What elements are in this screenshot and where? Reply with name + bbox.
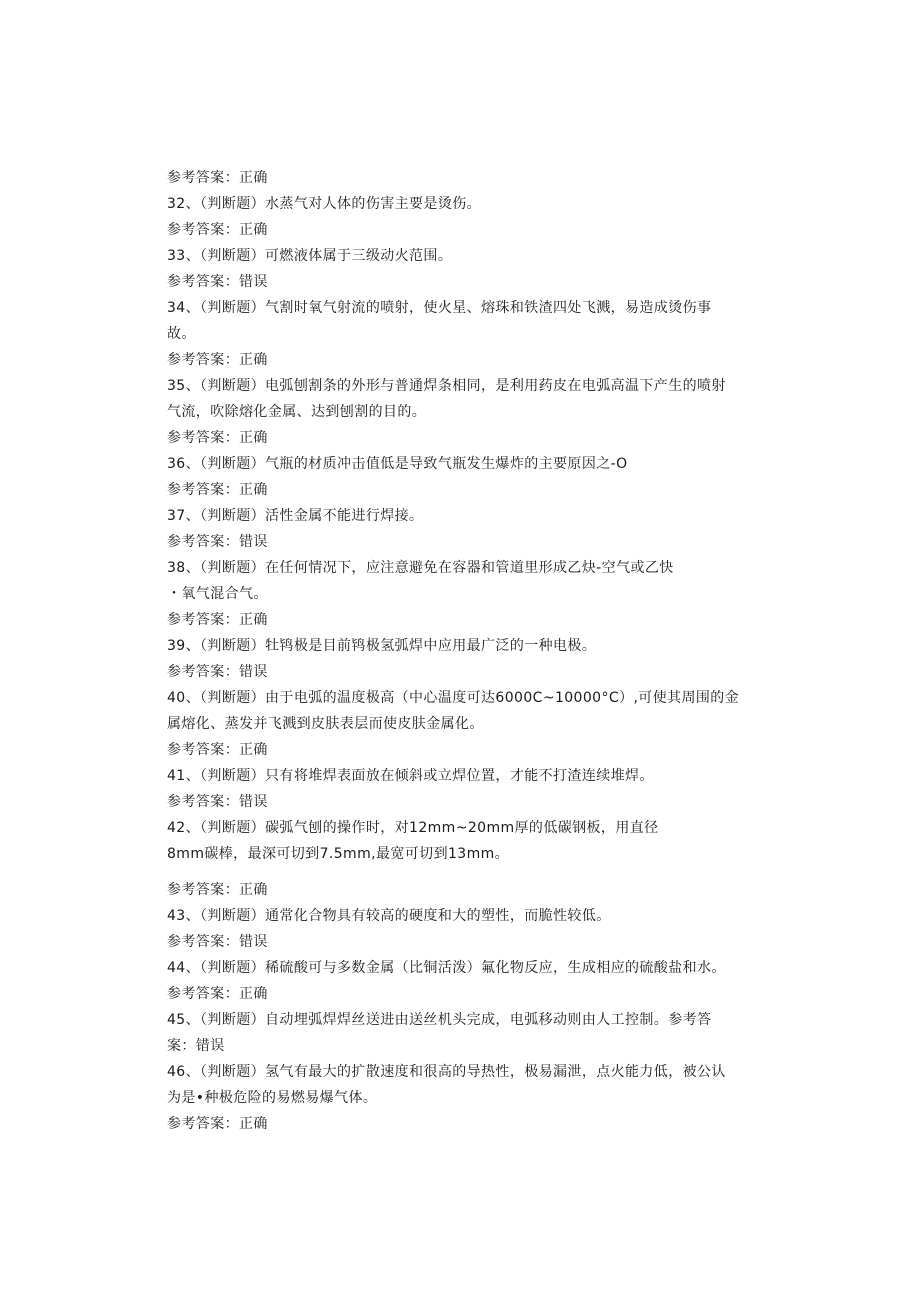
question-line: 38、（判断题）在任何情况下，应注意避免在容器和管道里形成乙炔-空气或乙快 bbox=[167, 560, 674, 576]
question-line: 36、（判断题）气瓶的材质冲击值低是导致气瓶发生爆炸的主要原因之-O bbox=[167, 456, 628, 472]
question-line: 44、（判断题）稀硫酸可与多数金属（比铜活泼）氟化物反应，生成相应的硫酸盐和水。 bbox=[167, 960, 726, 976]
answer-line: 参考答案：正确 bbox=[167, 742, 268, 758]
question-line-continued: 为是•种极危险的易燃易爆气体。 bbox=[167, 1090, 378, 1106]
answer-line: 参考答案：正确 bbox=[167, 612, 268, 628]
question-line: 40、（判断题）由于电弧的温度极高（中心温度可达6000C~10000°C）,可使其周围的金 bbox=[167, 690, 740, 706]
question-line: 43、（判断题）通常化合物具有较高的硬度和大的塑性，而脆性较低。 bbox=[167, 908, 611, 924]
answer-line: 参考答案：正确 bbox=[167, 430, 268, 446]
question-line-continued: 案：错误 bbox=[167, 1038, 225, 1054]
answer-line: 参考答案：正确 bbox=[167, 882, 268, 898]
answer-line: 参考答案：正确 bbox=[167, 1116, 268, 1132]
question-line-continued: 气流，吹除熔化金属、达到刨割的目的。 bbox=[167, 404, 427, 420]
question-list bbox=[167, 165, 757, 1137]
question-line: 46、（判断题）氢气有最大的扩散速度和很高的导热性，极易漏泄，点火能力低，被公认 bbox=[167, 1064, 726, 1080]
question-line: 45、（判断题）自动埋弧焊焊丝送进由送丝机头完成，电弧移动则由人工控制。参考答 bbox=[167, 1012, 712, 1028]
question-line: 33、（判断题）可燃液体属于三级动火范围。 bbox=[167, 248, 453, 264]
answer-line: 参考答案：正确 bbox=[167, 170, 268, 186]
answer-line: 参考答案：正确 bbox=[167, 986, 268, 1002]
answer-line: 参考答案：错误 bbox=[167, 664, 268, 680]
answer-line: 参考答案：错误 bbox=[167, 934, 268, 950]
question-line: 37、（判断题）活性金属不能进行焊接。 bbox=[167, 508, 424, 524]
question-line: 34、（判断题）气割时氧气射流的喷射，使火星、熔珠和铁渣四处飞溅，易造成烫伤事 bbox=[167, 300, 712, 316]
question-line-continued: 故。 bbox=[167, 326, 196, 342]
question-line: 32、（判断题）水蒸气对人体的伤害主要是烫伤。 bbox=[167, 196, 482, 212]
question-line-continued: ・氧气混合气。 bbox=[167, 586, 268, 602]
answer-line: 参考答案：正确 bbox=[167, 352, 268, 368]
question-line: 42、（判断题）碳弧气刨的操作时，对12mm~20mm厚的低碳钢板，用直径 bbox=[167, 820, 659, 836]
question-line: 39、（判断题）牡鸨极是目前鸨极氢弧焊中应用最广泛的一种电极。 bbox=[167, 638, 597, 654]
answer-line: 参考答案：错误 bbox=[167, 534, 268, 550]
question-line-continued: 属熔化、蒸发并飞溅到皮肤表层而使皮肤金属化。 bbox=[167, 716, 484, 732]
answer-line: 参考答案：正确 bbox=[167, 222, 268, 238]
answer-line: 参考答案：错误 bbox=[167, 274, 268, 290]
answer-line: 参考答案：错误 bbox=[167, 794, 268, 810]
question-line-continued: 8mm碳棒，最深可切到7.5mm,最宽可切到13mm。 bbox=[167, 846, 510, 862]
question-line: 35、（判断题）电弧刨割条的外形与普通焊条相同，是利用药皮在电弧高温下产生的喷射 bbox=[167, 378, 726, 394]
answer-line: 参考答案：正确 bbox=[167, 482, 268, 498]
question-line: 41、（判断题）只有将堆焊表面放在倾斜或立焊位置，才能不打渣连续堆焊。 bbox=[167, 768, 654, 784]
